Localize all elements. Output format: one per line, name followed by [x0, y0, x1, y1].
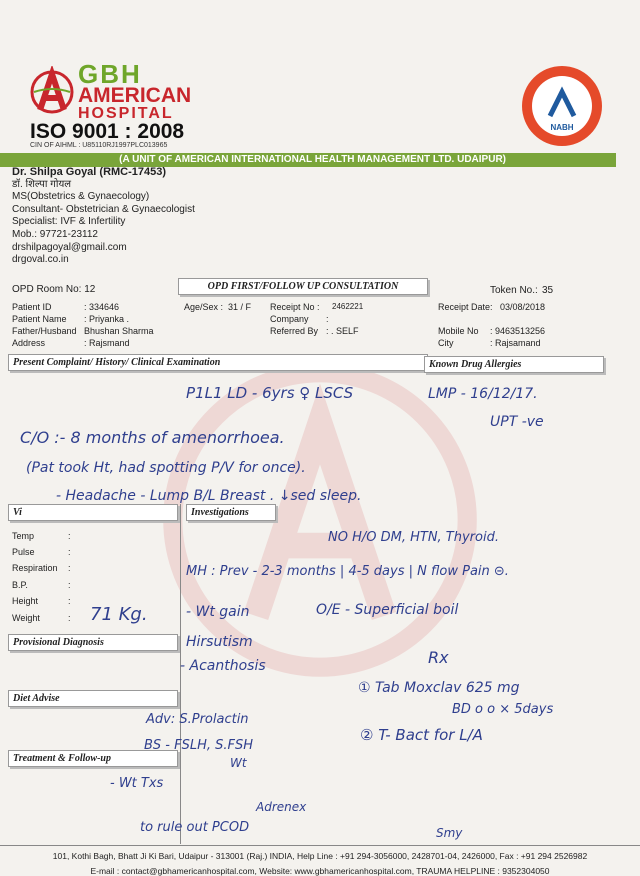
- investigations-section: Investigations: [186, 504, 276, 521]
- patient-id-label: Patient ID: [12, 302, 52, 312]
- note-lmp: LMP - 16/12/17.: [428, 386, 538, 402]
- consultation-title: OPD FIRST/FOLLOW UP CONSULTATION: [178, 278, 428, 295]
- city: : Rajsamand: [490, 338, 541, 348]
- note-treatment-dose: BD o o × 5days: [452, 702, 554, 717]
- note-complaint-3: - Headache - Lump B/L Breast . ↓sed sleep.: [56, 488, 362, 504]
- note-complaint-2: (Pat took Ht, had spotting P/V for once).: [26, 460, 306, 476]
- height-colon: :: [68, 596, 71, 606]
- token-label: Token No.:: [490, 285, 538, 296]
- address: : Rajsmand: [84, 338, 130, 348]
- height-label: Height: [12, 596, 39, 606]
- patient-id: : 334646: [84, 302, 120, 312]
- note-advice-5: Adrenex: [256, 800, 307, 814]
- footer-address: 101, Kothi Bagh, Bhatt Ji Ki Bari, Udaipur - 313001 (Raj.) INDIA, Help Line : +91 294-3056000, 2428701-04, 2426000, Fax : +91 294 2526982: [52, 851, 588, 861]
- address-label: Address: [12, 338, 46, 348]
- brand-american: AMERICAN: [78, 84, 192, 107]
- note-advice-1: Adv: S.Prolactin: [146, 712, 249, 727]
- father-name: Bhushan Sharma: [84, 326, 154, 336]
- nabh-seal-icon: [520, 64, 604, 148]
- respiration-colon: :: [68, 563, 71, 573]
- note-advice-3: Wt: [230, 756, 247, 770]
- weight-colon: :: [68, 613, 71, 623]
- doctor-email: drshilpagoyal@gmail.com: [12, 241, 127, 253]
- doctor-specialty: Specialist: IVF & Infertility: [12, 216, 126, 228]
- mobile-label: Mobile No: [438, 326, 479, 336]
- father-label: Father/Husband: [12, 326, 77, 336]
- receipt-date: 03/08/2018: [500, 302, 546, 312]
- allergy-section: Known Drug Allergies: [424, 356, 604, 373]
- age-sex: 31 / F: [228, 302, 252, 312]
- hospital-logo-icon: [30, 66, 74, 118]
- footer-contact: E-mail : contact@gbhamericanhospital.com, Website: www.gbhamericanhospital.com, TRAUMA HELPLINE : 9352304050: [90, 866, 550, 876]
- cin-number: CIN OF AIHML : U85110RJ1997PLC013965: [30, 142, 168, 149]
- note-advice-4: - Wt Txs: [110, 776, 164, 791]
- note-complaint-1: C/O :- 8 months of amenorrhoea.: [20, 428, 285, 447]
- note-advice-2: BS - FSLH, S.FSH: [144, 738, 254, 753]
- referred-label: Referred By: [270, 326, 319, 336]
- receipt-number: 2462221: [332, 302, 364, 311]
- vitals-section: Vi: [8, 504, 178, 521]
- note-rx: Rx: [428, 648, 449, 667]
- note-examination: O/E - Superficial boil: [316, 602, 459, 618]
- patient-name-label: Patient Name: [12, 314, 67, 324]
- doctor-qualification: MS(Obstetrics & Gynaecology): [12, 191, 150, 203]
- unit-text: (A UNIT OF AMERICAN INTERNATIONAL HEALTH MANAGEMENT LTD. UDAIPUR): [119, 154, 506, 165]
- bp-colon: :: [68, 580, 71, 590]
- note-menstrual-history: MH : Prev - 2-3 months | 4-5 days | N flow Pain ⊝.: [186, 564, 509, 579]
- brand-gbh: GBH: [78, 59, 142, 89]
- temp-label: Temp: [12, 531, 35, 541]
- patient-name: : Priyanka .: [84, 314, 130, 324]
- provisional-diagnosis-section: Provisional Diagnosis: [8, 634, 178, 651]
- iso-certification: ISO 9001 : 2008: [30, 120, 185, 143]
- city-label: City: [438, 338, 454, 348]
- token-number: 35: [542, 285, 554, 296]
- nabh-text: NABH: [550, 123, 574, 132]
- receipt-label: Receipt No :: [270, 302, 320, 312]
- weight-value: 71 Kg.: [90, 604, 148, 625]
- respiration-label: Respiration: [12, 563, 58, 573]
- note-upt: UPT -ve: [490, 414, 544, 430]
- note-advice-6: to rule out PCOD: [140, 820, 250, 835]
- doctor-name-hindi: डॉ. शिल्पा गोयल: [12, 178, 72, 190]
- company: :: [326, 314, 329, 324]
- note-obstetric-history: P1L1 LD - 6yrs ♀ LSCS: [186, 384, 354, 402]
- column-divider: [180, 504, 181, 844]
- bp-label: B.P.: [12, 580, 28, 590]
- company-label: Company: [270, 314, 309, 324]
- doctor-role: Consultant- Obstetrician & Gynaecologist: [12, 203, 195, 215]
- hospital-name: [78, 59, 192, 122]
- note-hirsutism: Hirsutism: [186, 634, 253, 650]
- pulse-colon: :: [68, 547, 71, 557]
- doctor-mobile: Mob.: 97721-23112: [12, 228, 98, 240]
- brand-hospital: HOSPITAL: [78, 105, 174, 122]
- note-wt-gain: - Wt gain: [186, 604, 250, 620]
- age-label: Age/Sex :: [184, 302, 224, 312]
- diet-advise-section: Diet Advise: [8, 690, 178, 707]
- doctor-website: drgoval.co.in: [12, 254, 69, 266]
- doctor-details: [12, 166, 195, 267]
- signature: Smy: [436, 826, 463, 840]
- note-acanthosis: - Acanthosis: [180, 658, 266, 674]
- footer-divider: [0, 845, 640, 846]
- note-history: NO H/O DM, HTN, Thyroid.: [328, 530, 499, 545]
- receipt-date-label: Receipt Date:: [438, 302, 493, 312]
- note-treatment-1: ① Tab Moxclav 625 mg: [358, 680, 520, 696]
- opd-room: OPD Room No: 12: [12, 284, 96, 295]
- referred-by: : . SELF: [326, 326, 359, 336]
- treatment-section: Treatment & Follow-up: [8, 750, 178, 767]
- note-treatment-2: ② T- Bact for L/A: [360, 726, 483, 744]
- complaint-section: Present Complaint/ History/ Clinical Examination: [8, 354, 428, 371]
- doctor-name: Dr. Shilpa Goyal (RMC-17453): [12, 166, 167, 178]
- pulse-label: Pulse: [12, 547, 35, 557]
- weight-label: Weight: [12, 613, 40, 623]
- mobile-number: : 9463513256: [490, 326, 546, 336]
- unit-banner: [0, 153, 616, 167]
- temp-colon: :: [68, 531, 71, 541]
